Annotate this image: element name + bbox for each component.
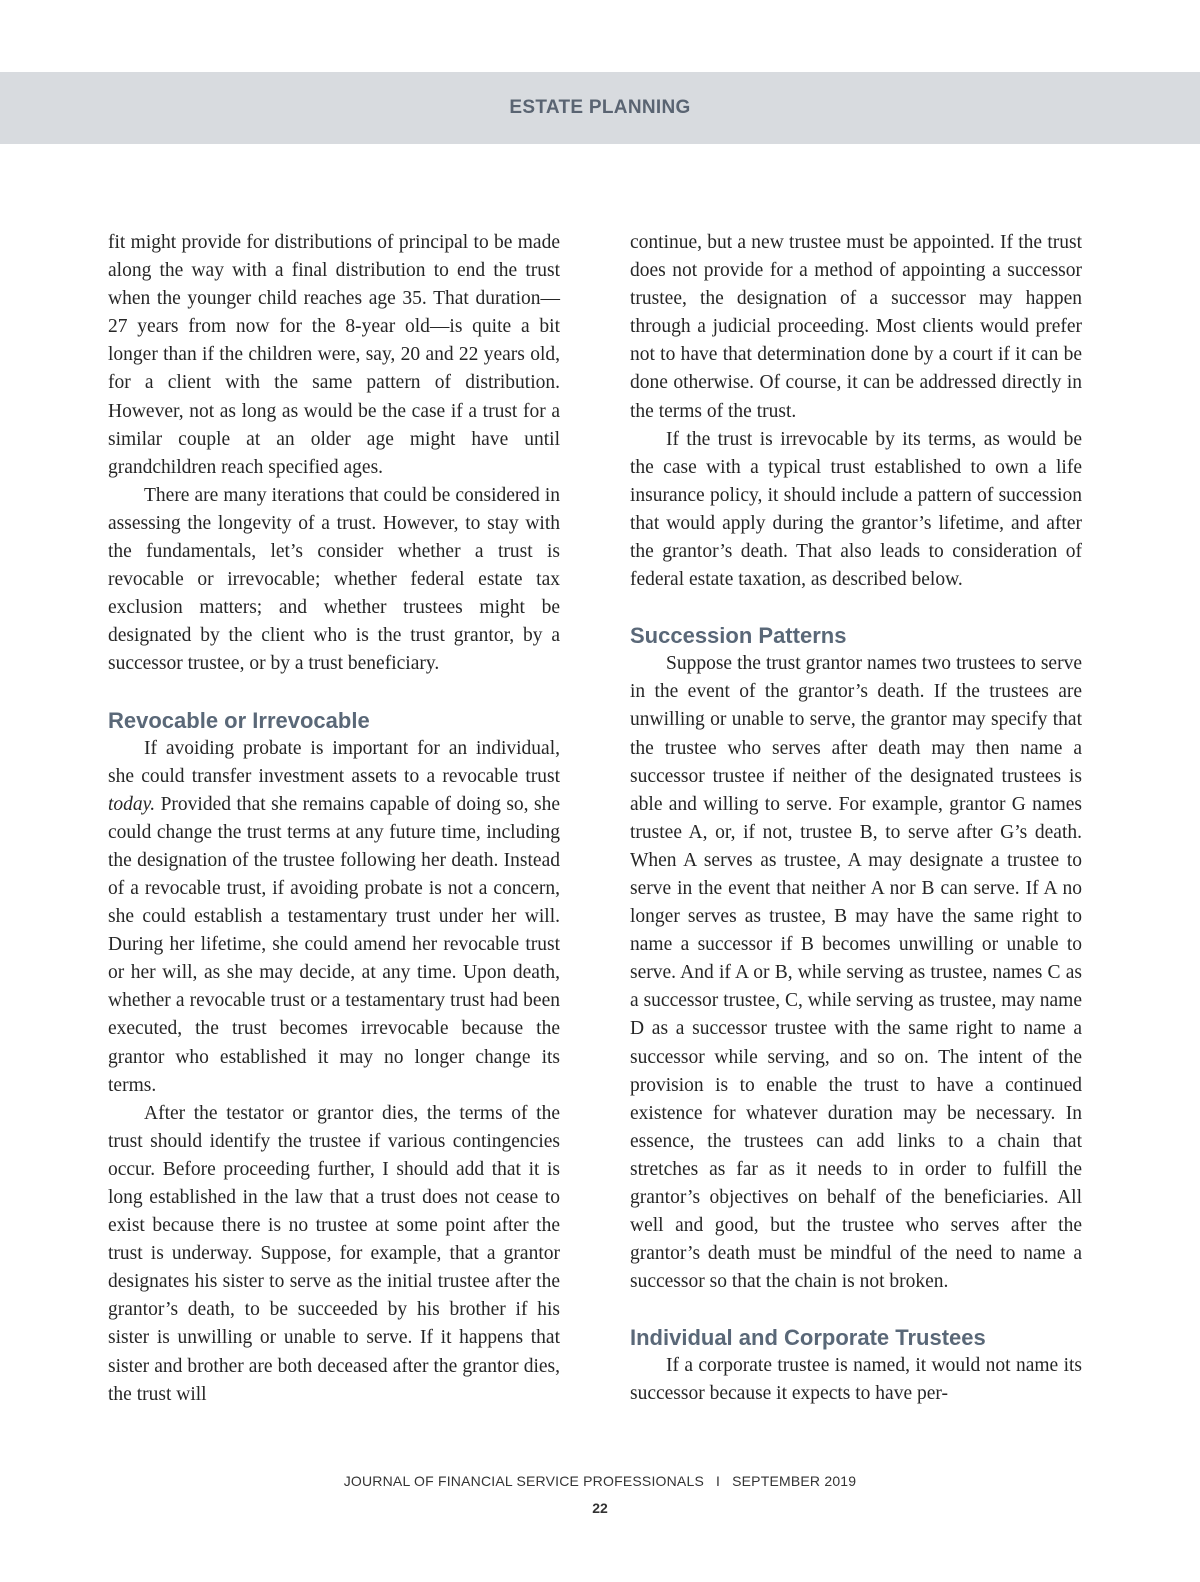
left-column bbox=[108, 229, 560, 1409]
footer-separator: I bbox=[716, 1473, 721, 1489]
paragraph-text: If avoiding probate is important for an individual, she could transfer investment assets to a revocable trust bbox=[108, 737, 560, 787]
subheading-revocable: Revocable or Irrevocable bbox=[108, 707, 370, 733]
right-column bbox=[630, 229, 1082, 1409]
paragraph: There are many iterations that could be considered in assessing the longevity of a trust. However, to stay with the fundamentals, let’s consider whether a trust is revocable or irrevocable; whether federal estate tax exclusion matters; and whether trustees might be designated by the client who is the trust grantor, by a successor trustee, or by a trust beneficiary. bbox=[108, 484, 560, 675]
journal-name: JOURNAL OF FINANCIAL SERVICE PROFESSIONALS bbox=[343, 1473, 704, 1489]
page-footer bbox=[0, 1473, 1200, 1489]
paragraph-text: Provided that she remains capable of doing so, she could change the trust terms at any future time, including the designation of the trustee following her death. Instead of a revocable trust, if avoiding probate is not a concern, she could establish a testamentary trust under her will. During her lifetime, she could amend her revocable trust or her will, as she may decide, at any time. Upon death, whether a revocable trust or a testamentary trust had been executed, the trust becomes irrevocable because the grantor who established it may no longer change its terms. bbox=[108, 793, 560, 1096]
issue-date: SEPTEMBER 2019 bbox=[732, 1473, 857, 1489]
paragraph: If a corporate trustee is named, it would not name its successor because it expects to have per- bbox=[630, 1355, 1082, 1405]
emphasis-text: today. bbox=[108, 793, 156, 815]
section-header-band bbox=[0, 72, 1200, 144]
paragraph: Suppose the trust grantor names two trustees to serve in the event of the grantor’s death. If the trustees are unwilling or unable to serve, the grantor may specify that the trustee who serves after death may then name a successor trustee if neither of the designated trustees is able and willing to serve. For example, grantor G names trustee A, or, if not, trustee B, to serve after G’s death. When A serves as trustee, A may designate a trustee to serve in the event that neither A nor B can serve. If A no longer serves as trustee, B may have the same right to name a successor if B becomes unwilling or unable to serve. And if A or B, while serving as trustee, names C as a successor trustee, C, while serving as trustee, may name D as a successor trustee with the same right to name a successor while serving, and so on. The intent of the provision is to enable the trust to have a continued existence for whatever duration may be necessary. In essence, the trustees can add links to a chain that stretches as far as it needs to in order to fulfill the grantor’s objectives on behalf of the beneficiaries. All well and good, but the trustee who serves after the grantor’s death must be mindful of the need to name a successor so that the chain is not broken. bbox=[630, 653, 1082, 1293]
section-title: ESTATE PLANNING bbox=[509, 97, 691, 118]
subheading-succession: Succession Patterns bbox=[630, 623, 847, 649]
paragraph: If the trust is irrevocable by its terms, as would be the case with a typical trust established to own a life insurance policy, it should include a pattern of succession that would apply during the grantor’s lifetime, and after the grantor’s death. That also leads to consideration of federal estate taxation, as described below. bbox=[630, 428, 1082, 591]
paragraph bbox=[108, 735, 560, 1100]
page-number: 22 bbox=[592, 1500, 608, 1516]
subheading-trustees: Individual and Corporate Trustees bbox=[630, 1325, 986, 1351]
paragraph: continue, but a new trustee must be appointed. If the trust does not provide for a method of appointing a successor trustee, the designation of a successor may happen through a judicial proceeding. Most clients would prefer not to have that determination done by a court if it can be done otherwise. Of course, it can be addressed directly in the terms of the trust. bbox=[630, 232, 1082, 422]
paragraph: After the testator or grantor dies, the terms of the trust should identify the trustee if various contingencies occur. Before proceeding further, I should add that it is long established in the law that a trust does not cease to exist because there is no trustee at some point after the trust is underway. Suppose, for example, that a grantor designates his sister to serve as the initial trustee after the grantor’s death, to be succeeded by his brother if his sister is unwilling or unable to serve. If it happens that sister and brother are both deceased after the grantor dies, the trust will bbox=[108, 1102, 560, 1405]
paragraph: fit might provide for distributions of principal to be made along the way with a final distribution to end the trust when the younger child reaches age 35. That duration—27 years from now for the 8-year old—is quite a bit longer than if the children were, say, 20 and 22 years old, for a client with the same pattern of distribution. However, not as long as would be the case if a trust for a similar couple at an older age might have until grandchildren reach specified ages. bbox=[108, 232, 560, 478]
